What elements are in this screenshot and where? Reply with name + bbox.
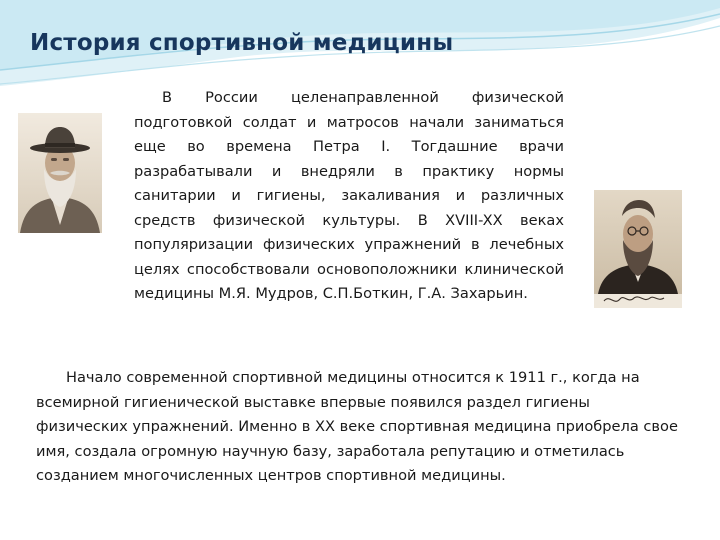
paragraph-russian-history: В России целенаправленной физической подготовкой солдат и матросов начали заниматься еще во времена Петра I. Тогдашние врачи разрабатывали и внедряли в практику нормы санитарии и гигиены, закаливания и различных средств физической культуры. В XVIII-XX веках популяризации физических упражнений в лечебных целях способствовали основоположники клинической медицины М.Я. Мудров, С.П.Боткин, Г.А. Захарьин. bbox=[134, 89, 564, 302]
paragraph-modern-sports-medicine: Начало современной спортивной медицины относится к 1911 г., когда на всемирной гигиенической выставке впервые появился раздел гигиены физических упражнений. Именно в XX веке спортивная медицина приобрела свое имя, создала огромную научную базу, заработала репутацию и отметилась созданием многочисленных центров спортивной медицины. bbox=[36, 369, 678, 484]
portrait-left-image bbox=[18, 113, 102, 233]
slide-title: История спортивной медицины bbox=[30, 30, 454, 56]
portrait-right-image bbox=[594, 190, 682, 308]
